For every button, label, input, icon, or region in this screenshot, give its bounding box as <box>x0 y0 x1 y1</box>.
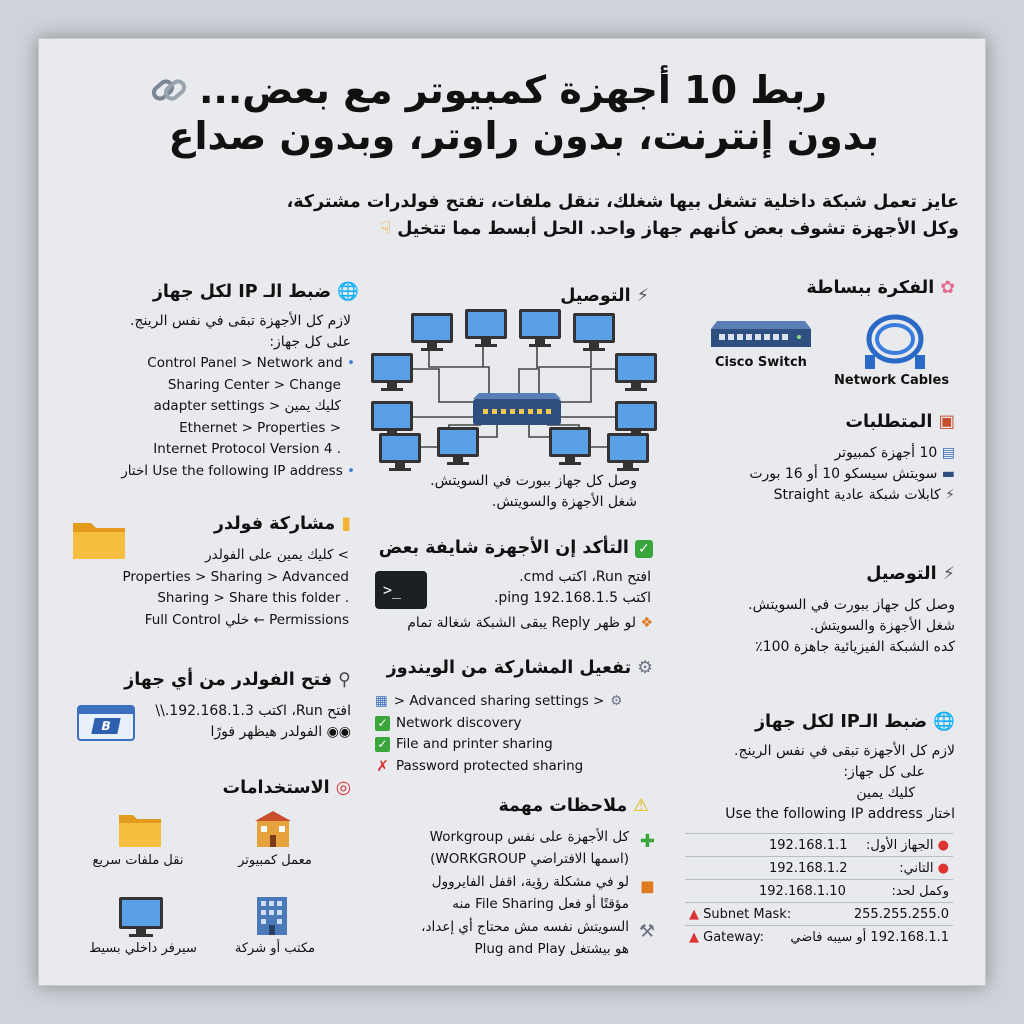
intro-text: عايز تعمل شبكة داخلية تشغل بيها شغلك، تنقل ملفات، تفتح فولدرات مشتركة، وكل الأجهزة تشوف بعض كأنهم جهاز واحد. الحل أبسط مما تتخيل ☟ <box>286 192 959 239</box>
cisco-switch-image <box>711 315 811 351</box>
cross-icon: ✗ <box>376 756 389 775</box>
switch-icon: ▬ <box>941 466 955 482</box>
warning-icon: ⚠ <box>633 796 649 816</box>
gear-icon: ⚙ <box>637 658 653 678</box>
list-item: ⚒ السويتش نفسه مش محتاج أي إعداد، هو بيشتغل Plug and Play <box>421 919 655 957</box>
search-icon: ⚲ <box>338 670 351 690</box>
open-folder-text: افتح Run، اكتب 192.168.1.3.\\ ◉◉ الفولدر هيظهر فورًا <box>155 703 351 740</box>
plug-icon: ⚡ <box>636 286 649 306</box>
computer-icon <box>379 433 421 471</box>
computer-icon <box>437 427 479 465</box>
computer-icon <box>465 309 507 347</box>
office-building-icon <box>253 893 291 935</box>
ip-left-steps: Control Panel > Network and • Sharing Center > Change adapter settings > كليك يمين Ethernet > Properties > Internet Protocol Version 4 . اختار Use the following IP address • <box>121 355 355 479</box>
sharing-heading: ⚙ تفعيل المشاركة من الويندوز <box>386 658 653 678</box>
folder-small-icon: ▮ <box>341 514 351 534</box>
link-icon <box>149 70 189 110</box>
computer-icon <box>411 313 453 351</box>
list-item: ✓ Network discovery <box>375 713 659 735</box>
computer-icon <box>371 353 413 391</box>
connection-right-text: وصل كل جهاز ببورت في السويتش. شغل الأجهزة والسويتش. كده الشبكة الفيزيائية جاهزة 100٪ <box>748 597 955 655</box>
bullet-icon: • <box>347 462 355 479</box>
use-office: مكتب أو شركة <box>234 941 316 956</box>
pointing-down-icon: ☟ <box>380 219 392 239</box>
share-folder-text: > كليك يمين على الفولدر Properties > Sharing > Advanced Sharing > Share this folder . Permissions ← خلي Full Control <box>122 547 349 628</box>
pushpin-icon: ▲ <box>689 906 699 922</box>
list-item: ✗ Password protected sharing <box>375 756 659 778</box>
puzzle-icon: ✚ <box>639 831 655 852</box>
infographic-card <box>38 38 986 986</box>
table-row: ▲ Gateway: 192.168.1.1 أو سيبه فاضي <box>685 926 953 949</box>
pin-icon: ● <box>937 837 949 853</box>
connection-right-heading: ⚡ التوصيل <box>866 564 955 584</box>
terminal-icon: >_ <box>375 571 427 609</box>
list-item: ✚ كل الأجهزة على نفس Workgroup (اسمها الافتراضي WORKGROUP) <box>429 829 655 867</box>
laptop-icon: ▤ <box>941 445 955 461</box>
computer-icon <box>549 427 591 465</box>
use-internal-server: سيرفر داخلي بسيط <box>89 941 197 956</box>
check-icon: ✓ <box>635 540 653 558</box>
requirements-heading: ▣ المتطلبات <box>845 412 955 432</box>
network-icon: ▦ <box>375 693 388 709</box>
verify-heading: ✓ التأكد إن الأجهزة شايفة بعض <box>369 537 653 559</box>
network-cables-image <box>861 309 929 371</box>
signal-icon: ❖ <box>640 615 653 631</box>
sharing-path: ▦ > Advanced sharing settings > ⚙ <box>375 691 659 713</box>
plug-icon: ⚡ <box>942 564 955 584</box>
list-item: ✓ File and printer sharing <box>375 734 659 756</box>
computer-icon <box>607 433 649 471</box>
connection-center-heading: ⚡ التوصيل <box>560 286 649 306</box>
use-computer-lab: معمل كمبيوتر <box>238 853 312 868</box>
target-icon: ◎ <box>335 778 351 798</box>
title-line-2: بدون إنترنت، بدون راوتر، وبدون صداع <box>168 114 879 158</box>
check-icon: ✓ <box>375 737 390 752</box>
gear-icon: ⚙ <box>610 693 623 709</box>
globe-icon: 🌐 <box>337 282 359 302</box>
list-item: ⚡ كابلات شبكة عادية Straight <box>773 487 955 503</box>
computer-icon <box>519 309 561 347</box>
pushpin-icon: ▲ <box>689 929 699 945</box>
open-folder-heading: ⚲ فتح الفولدر من أي جهاز <box>124 670 351 690</box>
page-title: ربط 10 أجهزة كمبيوتر مع بعض... بدون إنترنت، بدون راوتر، وبدون صداع <box>149 67 939 159</box>
idea-heading: ✿ الفكرة ببساطة <box>806 278 955 298</box>
computer-icon <box>615 353 657 391</box>
verify-result: ❖ لو ظهر Reply يبقى الشبكة شغالة تمام <box>407 615 653 631</box>
plug-icon: ⚡ <box>945 487 955 503</box>
check-icon: ✓ <box>375 716 390 731</box>
switch-label: Cisco Switch <box>715 355 807 370</box>
ip-right-text: لازم كل الأجهزة تبقى في نفس الرينج. على كل جهاز: كليك يمين اختار Use the following IP address <box>725 743 955 822</box>
ip-right-heading: 🌐 ضبط الـIP لكل جهاز <box>754 712 955 732</box>
globe-icon: 🌐 <box>933 712 955 732</box>
bullet-icon: • <box>347 355 355 371</box>
uses-heading: ◎ الاستخدامات <box>222 778 351 798</box>
pin-icon: ● <box>937 860 949 876</box>
ip-left-heading: 🌐 ضبط الـ IP لكل جهاز <box>152 282 359 302</box>
share-folder-heading: ▮ مشاركة فولدر <box>213 514 351 534</box>
connection-center-caption: وصل كل جهاز ببورت في السويتش. شغل الأجهزة والسويتش. <box>430 473 637 510</box>
sharing-list <box>375 691 659 777</box>
run-dialog-icon: B <box>77 705 135 741</box>
cables-label: Network Cables <box>834 373 950 388</box>
table-row: 192.168.1.2 ● التاني: <box>685 857 953 880</box>
list-item: ◼ لو في مشكلة رؤية، اقفل الفايروول مؤقتًا أو فعل File Sharing منه <box>431 874 655 912</box>
ip-table <box>685 833 953 948</box>
toolbox-icon: ▣ <box>938 412 955 432</box>
monitor-icon <box>119 897 163 937</box>
folder-icon <box>117 811 163 849</box>
list-item: ▬ سويتش سيسكو 10 أو 16 بورت <box>749 466 955 482</box>
verify-text: افتح Run، اكتب cmd. اكتب ping 192.168.1.5. <box>493 569 651 606</box>
table-row: 192.168.1.10 وكمل لحد: <box>685 880 953 903</box>
use-fast-transfer: نقل ملفات سريع <box>92 853 184 868</box>
table-row: ▲ Subnet Mask: 255.255.255.0 <box>685 903 953 926</box>
requirements-list <box>679 443 955 506</box>
wrench-icon: ⚒ <box>638 921 655 942</box>
shield-icon: ◼ <box>640 876 655 897</box>
list-item: ▤ 10 أجهزة كمبيوتر <box>834 445 955 461</box>
eyes-icon: ◉◉ <box>326 724 351 740</box>
school-building-icon <box>251 809 295 849</box>
ip-left-text: لازم كل الأجهزة تبقى في نفس الرينج. على كل جهاز: <box>130 313 351 350</box>
notes-heading: ⚠ ملاحظات مهمة <box>498 796 649 816</box>
computer-icon <box>573 313 615 351</box>
table-row: 192.168.1.1 ● الجهاز الأول: <box>685 834 953 857</box>
notes-list <box>379 827 655 960</box>
brain-icon: ✿ <box>940 278 955 298</box>
